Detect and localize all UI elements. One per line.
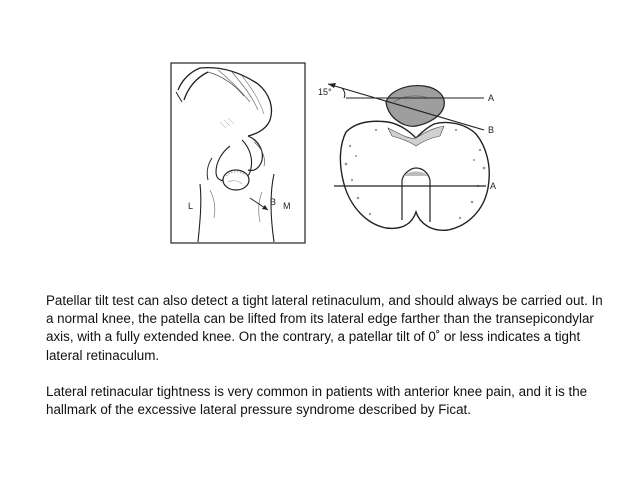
patellofemoral-axis-diagram (316, 72, 504, 246)
hand-drawing (170, 62, 306, 244)
patellar-tilt-hand-illustration (170, 62, 306, 244)
label-a-top: A (488, 93, 495, 103)
label-angle: 15° (318, 87, 332, 97)
femur-section-drawing (316, 72, 504, 246)
paragraph-patellar-tilt-test: Patellar tilt test can also detect a tight lateral retinaculum, and should always be carried out. In a normal knee, the patella can be lifted from its lateral edge farther than the transepicondylar axis, with a fully extended knee. On the contrary, a patellar tilt of 0˚ or less indicates a tight lateral retinaculum. (46, 293, 603, 363)
label-medial: M (283, 201, 291, 211)
label-a-bottom: A (490, 181, 497, 191)
label-lateral: L (188, 201, 194, 211)
slide-body-text (46, 292, 606, 419)
label-b-right: B (488, 125, 495, 135)
label-b-left: B (270, 197, 277, 207)
paragraph-lateral-retinacular-tightness: Lateral retinacular tightness is very common in patients with anterior knee pain, and it is the hallmark of the excessive lateral pressure syndrome described by Ficat. (46, 383, 588, 418)
